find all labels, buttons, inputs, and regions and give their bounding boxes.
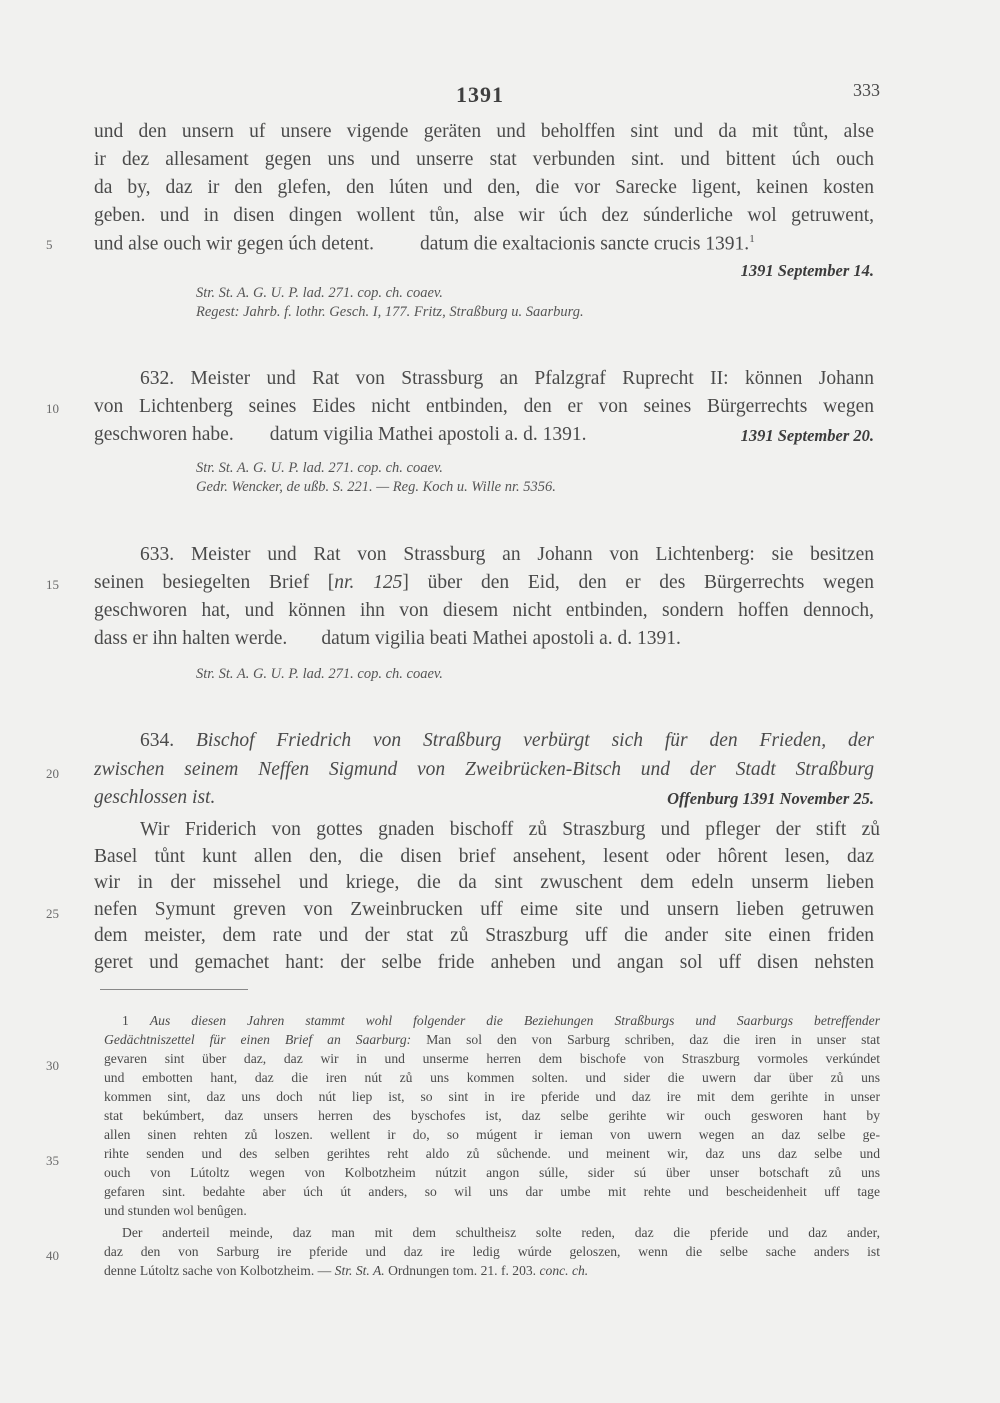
cross-reference: nr. 125 xyxy=(334,572,403,593)
footnote-line: ouch von Lútoltz wegen von Kolbotzheim nútzit angon súlle, sider sú über unser botschaft zů uns xyxy=(104,1165,880,1180)
footnote-line: stat bekúmbert, daz unsers herren des byschofes ist, daz selbe gerihte wir ouch gesworen hant by xyxy=(104,1108,880,1123)
page-number: 333 xyxy=(853,80,880,100)
footnote-marker: 1 xyxy=(122,1013,129,1028)
regest-text: seinen besiegelten Brief [ xyxy=(94,572,335,593)
regest-line: geschlossen ist. xyxy=(94,787,216,808)
line-number: 25 xyxy=(46,906,59,921)
charter-text-line: Wir Friderich von gottes gnaden bischoff zů Straszburg und pfleger der stift zů xyxy=(140,819,880,840)
footnote-text: Str. St. A. xyxy=(334,1263,385,1278)
footnote-text: Gedächtniszettel für einen Brief an Saarburg: xyxy=(104,1032,412,1047)
footnote-line: Der anderteil meinde, daz man mit dem schultheisz solte reden, daz die pferide und daz ander, xyxy=(122,1225,880,1240)
footnote-line: rihte senden und des selben gerihtes reht aldo zů sůchende. und meinent wir, daz uns daz selbe und xyxy=(104,1146,880,1161)
footnote-line: kommen sint, daz uns doch nút liep ist, so sint in ire pferide und daz ire mit dem gerihte in unser xyxy=(104,1089,880,1104)
regest-line: von Lichtenberg seines Eides nicht entbinden, den er von seines Bürgerrechts wegen xyxy=(94,396,874,417)
doc-number: 632. xyxy=(140,368,175,389)
footnote-text: conc. ch. xyxy=(539,1263,589,1278)
footnote-text: denne Lútoltz sache von Kolbotzheim. — xyxy=(104,1263,332,1278)
regest-text: Bischof Friedrich von Straßburg verbürgt sich für den Frieden, der xyxy=(196,730,875,751)
footnote-line: und embotten hant, daz die iren nút zů uns kommen solten. und sider die uwern dar über zů uns xyxy=(104,1070,880,1085)
regest-line: zwischen seinem Neffen Sigmund von Zweibrücken-Bitsch und der Stadt Straßburg xyxy=(94,759,874,780)
footnote-line xyxy=(104,1032,880,1048)
footnote-text: Aus diesen Jahren stammt wohl folgender die Beziehungen Straßburgs und Saarburgs betreffender xyxy=(149,1013,880,1028)
line-number: 5 xyxy=(46,237,53,252)
running-head-year: 1391 xyxy=(456,82,504,107)
regest-text: Meister und Rat von Strassburg an Pfalzgraf Ruprecht II: können Johann xyxy=(190,368,875,389)
footnote-line: daz den von Sarburg ire pferide und daz ire ledig wúrde geloszen, wenn die selbe sache anders ist xyxy=(104,1244,880,1259)
datum-text: datum die exaltacionis sancte crucis 1391. xyxy=(419,233,750,255)
source-note: Regest: Jahrb. f. lothr. Gesch. I, 177. Fritz, Straßburg u. Saarburg. xyxy=(196,304,584,320)
body-text-line: und den unsern uf unsere vigende geräten und beholffen sint und da mit tůnt, alse xyxy=(94,121,874,142)
doc-633-heading xyxy=(140,544,874,566)
line-number: 10 xyxy=(46,401,59,416)
document-date: 1391 September 20. xyxy=(740,426,874,445)
datum-text: datum vigilia beati Mathei apostoli a. d. 1391. xyxy=(321,628,681,649)
charter-text-line: Basel tůnt kunt allen den, die disen brief ansehent, lesent oder hôrent lesen, daz xyxy=(94,846,874,867)
footnote-line: und stunden wol benûgen. xyxy=(104,1203,247,1218)
body-text: und alse ouch wir gegen úch detent. xyxy=(94,233,374,255)
doc-number: 634. xyxy=(140,730,175,751)
footnote-line xyxy=(122,1013,880,1029)
regest-text: geschworen habe. xyxy=(94,424,234,445)
body-text-line xyxy=(94,233,874,256)
footnote-line: allen sinen rehten zů loszen. wellent ir do, so múgent ir ieman von uwern wegen an daz selbe ge- xyxy=(104,1127,880,1142)
footnote-rule xyxy=(100,989,248,990)
charter-text-line: geret und gemachet hant: der selbe fride anheben und angan sol uff disen nehsten xyxy=(94,952,874,973)
line-number: 30 xyxy=(46,1058,59,1073)
footnote-line xyxy=(104,1263,880,1279)
body-text-line: da by, daz ir den glefen, den lúten und den, die vor Sarecke ligent, keinen kosten xyxy=(94,177,874,198)
footnote-line: gefaren sint. bedahte aber úch út anders, so wil uns dar umbe mit rehte und bescheidenheit uff tage xyxy=(104,1184,880,1199)
charter-text-line: dem meister, dem rate und der stat zů Straszburg uff die ander site einen friden xyxy=(94,925,874,946)
charter-text-line: nefen Symunt greven von Zweinbrucken uff eime site und unsern lieben getruwen xyxy=(94,899,874,920)
footnote-text: Ordnungen tom. 21. f. 203. xyxy=(388,1263,537,1278)
footnote-line: gevaren sint über daz, daz wir in und unserme herren dem bischofe von Straszburg vormoles verkúndet xyxy=(104,1051,880,1066)
source-note: Str. St. A. G. U. P. lad. 271. cop. ch. coaev. xyxy=(196,666,443,682)
line-number: 15 xyxy=(46,577,59,592)
regest-text: ] über den Eid, den er des Bürgerrechts wegen xyxy=(402,572,874,593)
charter-text-line: wir in der missehel und kriege, die da sint zwuschent dem edeln unserm lieben xyxy=(94,872,874,893)
regest-line: geschworen hat, und können ihn von diesem nicht entbinden, sondern hoffen dennoch, xyxy=(94,600,874,621)
source-note: Str. St. A. G. U. P. lad. 271. cop. ch. coaev. xyxy=(196,460,443,476)
regest-line xyxy=(94,628,874,650)
body-text-line: ir dez allesament gegen uns und unserre stat verbunden sint. und bittent úch ouch xyxy=(94,149,874,170)
line-number: 20 xyxy=(46,766,59,781)
footnote-text: Man sol den von Sarburg schriben, daz die iren in unser stat xyxy=(426,1032,880,1047)
line-number: 40 xyxy=(46,1248,59,1263)
doc-632-heading xyxy=(140,368,874,390)
regest-text: Meister und Rat von Strassburg an Johann von Lichtenberg: sie besitzen xyxy=(190,544,874,565)
doc-634-heading xyxy=(140,730,874,752)
doc-number: 633. xyxy=(140,544,175,565)
source-note: Str. St. A. G. U. P. lad. 271. cop. ch. coaev. xyxy=(196,285,443,301)
datum-text: datum vigilia Mathei apostoli a. d. 1391. xyxy=(269,424,587,445)
document-date: Offenburg 1391 November 25. xyxy=(667,789,874,808)
document-date: 1391 September 14. xyxy=(740,261,874,280)
source-note: Gedr. Wencker, de ußb. S. 221. — Reg. Koch u. Wille nr. 5356. xyxy=(196,479,556,495)
footnote-ref: 1 xyxy=(749,233,755,245)
body-text-line: geben. und in disen dingen wollent tůn, alse wir úch dez súnderliche wol getruwent, xyxy=(94,205,874,226)
regest-line xyxy=(94,572,874,594)
line-number: 35 xyxy=(46,1153,59,1168)
regest-text: dass er ihn halten werde. xyxy=(94,628,288,649)
